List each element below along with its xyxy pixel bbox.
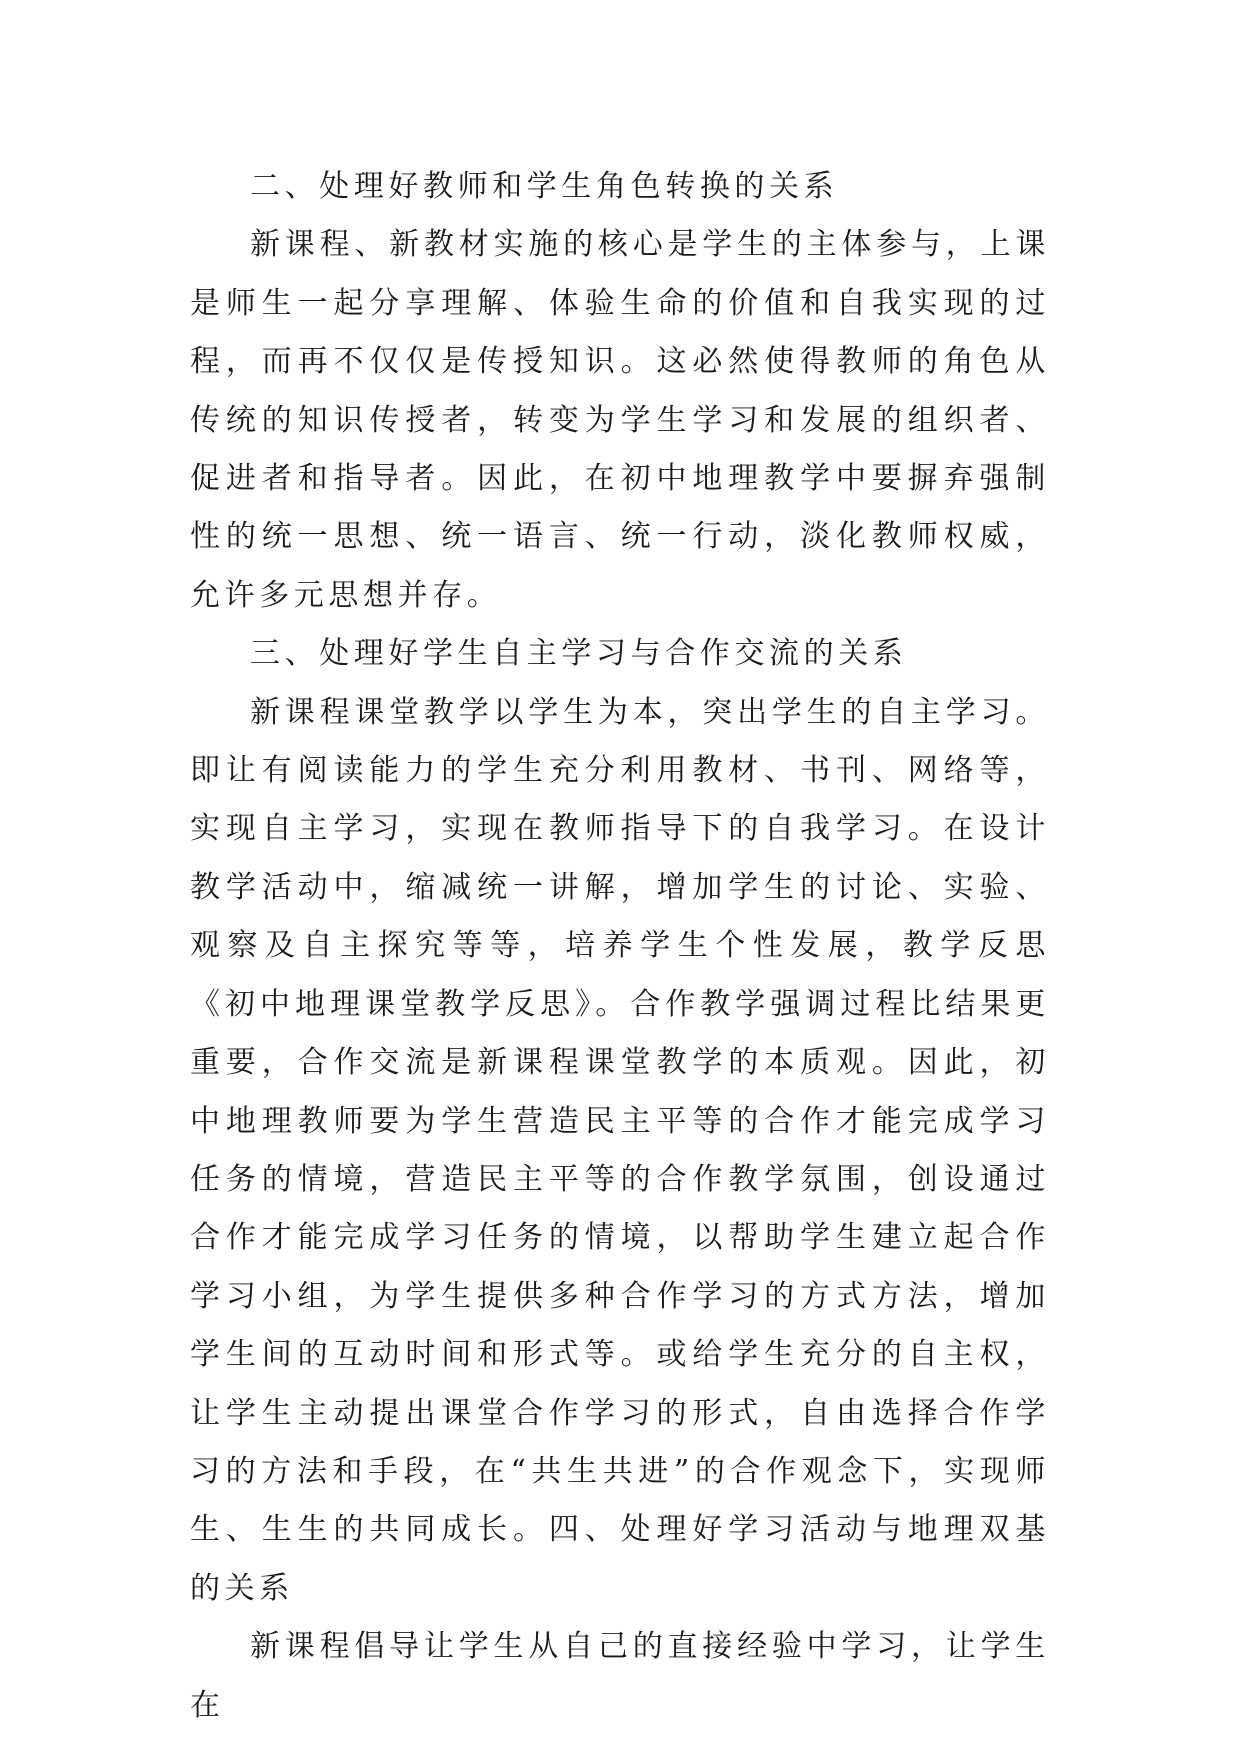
section-heading-2: 二、处理好教师和学生角色转换的关系	[250, 169, 839, 204]
paragraph: 新课程、新教材实施的核心是学生的主体参与，上课是师生一起分享理解、体验生命的价值和自我实现的过程，而再不仅仅是传授知识。这必然使得教师的角色从传统的知识传授者，转变为学生学习和发展的组织者、促进者和指导者。因此，在初中地理教学中要摒弃强制性的统一思想、统一语言、统一行动，淡化教师权威，允许多元思想并存。	[190, 227, 1050, 613]
paragraph: 新课程倡导让学生从自己的直接经验中学习，让学生在	[190, 1629, 1050, 1723]
document-body	[190, 158, 1050, 1735]
section-heading-3: 三、处理好学生自主学习与合作交流的关系	[250, 636, 908, 672]
paragraph: 新课程课堂教学以学生为本，突出学生的自主学习。即让有阅读能力的学生充分利用教材、书刊、网络等，实现自主学习，实现在教师指导下的自我学习。在设计教学活动中，缩减统一讲解，增加学生的讨论、实验、观察及自主探究等等，培养学生个性发展，教学反思《初中地理课堂教学反思》。合作教学强调过程比结果更重要，合作交流是新课程课堂教学的本质观。因此，初中地理教师要为学生营造民主平等的合作才能完成学习任务的情境，营造民主平等的合作教学氛围，创设通过合作才能完成学习任务的情境，以帮助学生建立起合作学习小组，为学生提供多种合作学习的方式方法，增加学生间的互动时间和形式等。或给学生充分的自主权，让学生主动提出课堂合作学习的形式，自由选择合作学习的方法和手段，在“共生共进”的合作观念下，实现师生、生生的共同成长。四、处理好学习活动与地理双基的关系	[190, 694, 1050, 1606]
